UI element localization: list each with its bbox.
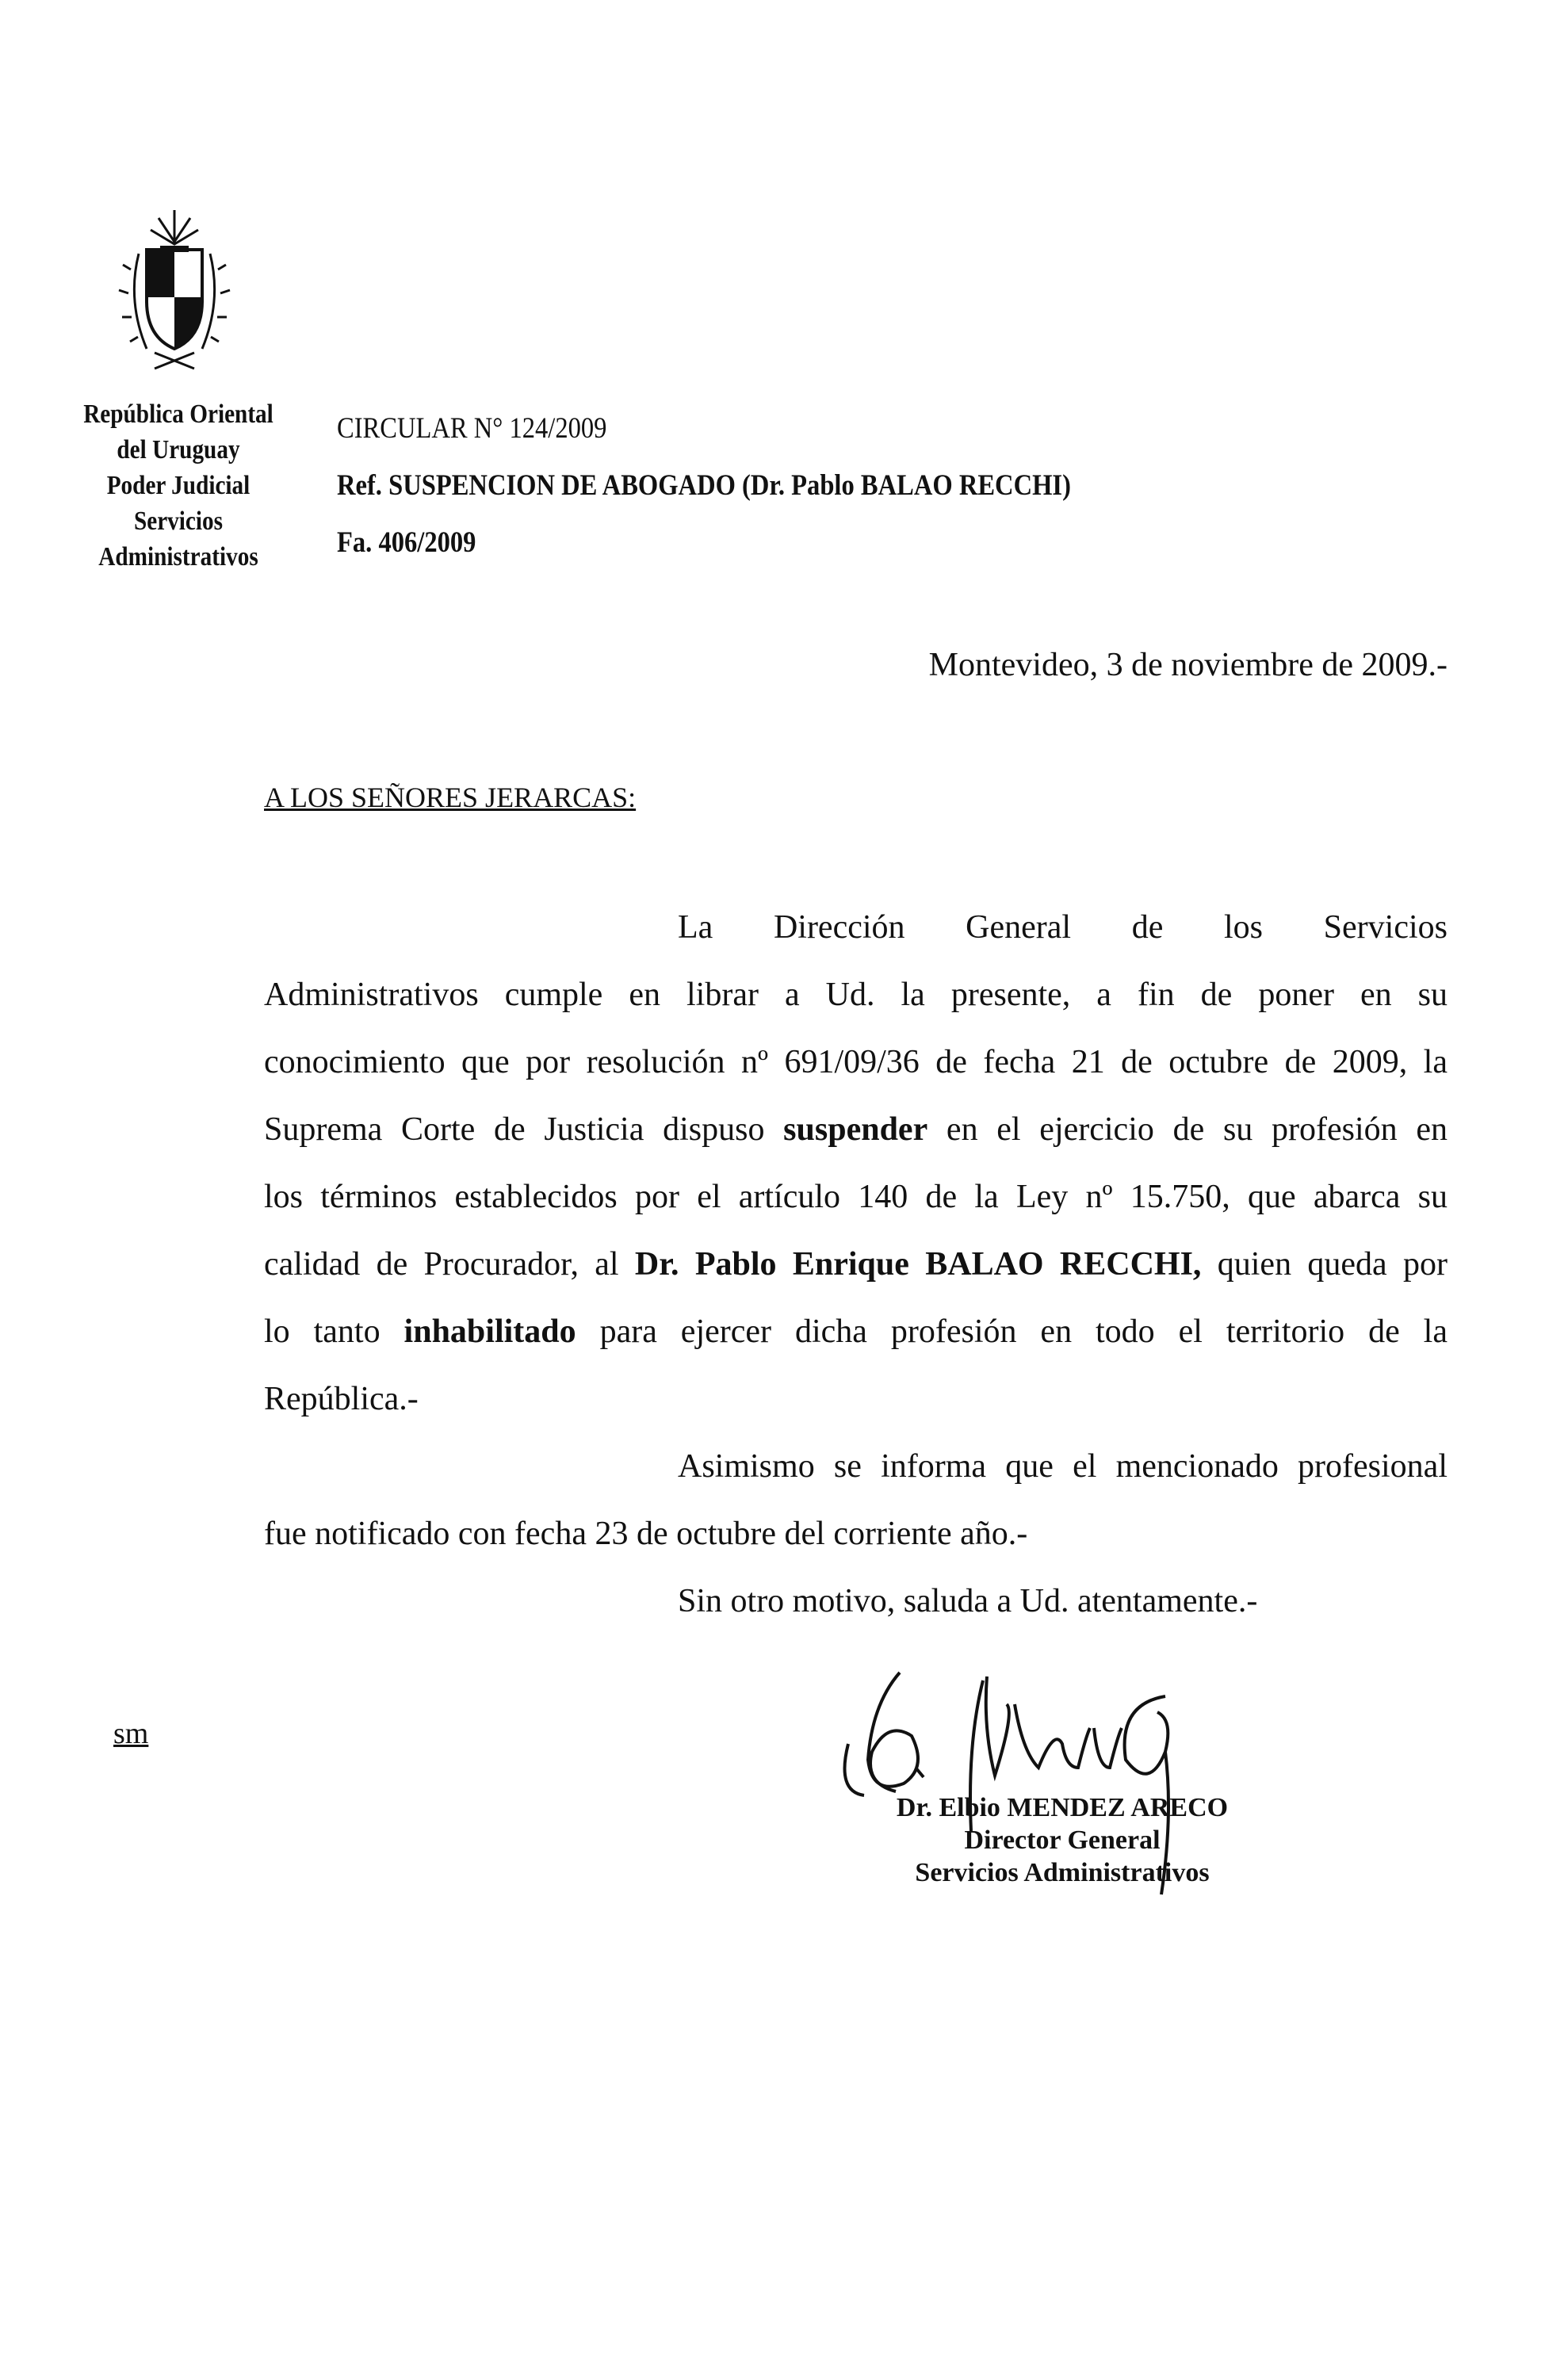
org-line: del Uruguay (117, 435, 240, 465)
signatory-department: Servicios Administrativos (915, 1858, 1210, 1887)
body-line (264, 962, 1448, 1029)
text: Suprema Corte de Justicia dispuso (264, 1111, 784, 1148)
letterhead-organization (52, 396, 304, 575)
text: quien queda por (1201, 1246, 1448, 1283)
text: los términos establecidos por el artículo 140 de la Ley nº 15.750, que abarca su (264, 1179, 1448, 1215)
body-line (264, 1501, 1448, 1568)
text: La Dirección General de los Servicios (678, 909, 1448, 946)
typist-initials: sm (113, 1717, 149, 1750)
body-line (264, 1231, 1448, 1298)
body-line (264, 1298, 1448, 1366)
text: Administrativos cumple en librar a Ud. la presente, a fin de poner en su (264, 977, 1448, 1013)
bold-text: Dr. Pablo Enrique BALAO RECCHI, (634, 1246, 1202, 1283)
date-line: Montevideo, 3 de noviembre de 2009.- (928, 647, 1448, 683)
letter-body (264, 894, 1448, 1635)
salutation: A LOS SEÑORES JERARCAS: (264, 782, 637, 813)
body-line (264, 894, 1448, 962)
org-line: Poder Judicial (106, 471, 250, 500)
org-line: Servicios (133, 507, 224, 536)
bold-text: suspender (783, 1111, 928, 1148)
text: fue notificado con fecha 23 de octubre del corriente año.- (264, 1516, 1028, 1552)
body-line (264, 1029, 1448, 1096)
signature-block (824, 1791, 1300, 1889)
org-line: Administrativos (98, 542, 258, 572)
body-line (264, 1433, 1448, 1501)
body-line (264, 1096, 1448, 1164)
text: en el ejercicio de su profesión en (927, 1111, 1448, 1148)
text: Asimismo se informa que el mencionado profesional (678, 1448, 1448, 1485)
text: lo tanto (264, 1313, 404, 1350)
coat-of-arms-logo (111, 206, 238, 373)
circular-number: CIRCULAR N° 124/2009 (337, 412, 607, 445)
text: calidad de Procurador, al (264, 1246, 635, 1283)
org-line: República Oriental (83, 400, 273, 429)
file-number: Fa. 406/2009 (337, 526, 476, 559)
bold-text: inhabilitado (403, 1313, 576, 1350)
text: República.- (264, 1381, 419, 1417)
body-line (264, 1164, 1448, 1231)
text: para ejercer dicha profesión en todo el territorio de la (576, 1313, 1448, 1350)
signatory-name: Dr. Elbio MENDEZ ARECO (896, 1793, 1229, 1822)
body-line (264, 1366, 1448, 1433)
document-header (337, 400, 1071, 572)
text: conocimiento que por resolución nº 691/09/36 de fecha 21 de octubre de 2009, la (264, 1044, 1448, 1080)
reference: Ref. SUSPENCION DE ABOGADO (Dr. Pablo BALAO RECCHI) (337, 469, 1071, 502)
signatory-title: Director General (964, 1826, 1161, 1855)
closing-line: Sin otro motivo, saluda a Ud. atentamente.- (678, 1583, 1258, 1619)
